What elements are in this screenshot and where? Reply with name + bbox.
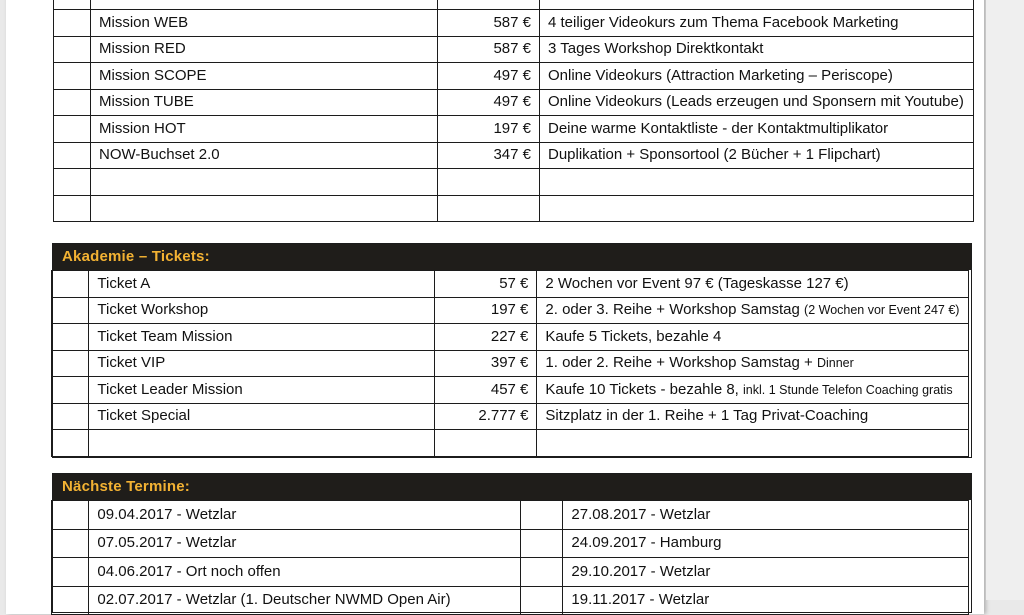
dates-section [52, 473, 972, 613]
product-name: Mission WEB [91, 10, 438, 37]
tickets-section [52, 243, 972, 458]
table-row-empty [54, 195, 974, 222]
ticket-description: Sitzplatz in der 1. Reihe + 1 Tag Privat-Coaching [537, 403, 969, 430]
table-row-empty [52, 430, 969, 457]
section-title: Nächste Termine: [53, 474, 971, 500]
ticket-name: Ticket VIP [89, 350, 435, 377]
ticket-description: Kaufe 10 Tickets - bezahle 8, inkl. 1 Stunde Telefon Coaching gratis [537, 377, 969, 404]
ticket-description: Kaufe 5 Tickets, bezahle 4 [537, 324, 969, 351]
table-row [52, 324, 969, 351]
ticket-note: (2 Wochen vor Event 247 €) [804, 303, 960, 318]
dates-table [51, 500, 969, 615]
product-description: 4 teiliger Videokurs zum Thema Facebook Marketing [540, 10, 974, 37]
table-row [54, 0, 974, 10]
checkbox-cell [521, 501, 563, 530]
date-entry: 07.05.2017 - Wetzlar [89, 529, 521, 558]
ticket-description: 1. oder 2. Reihe + Workshop Samstag + Dinner [537, 350, 969, 377]
table-row [52, 529, 969, 558]
checkbox-cell [52, 586, 89, 615]
ticket-name: Ticket Team Mission [89, 324, 435, 351]
table-row [52, 558, 969, 587]
product-price: 347 € [438, 142, 540, 169]
ticket-name: Ticket Workshop [89, 297, 435, 324]
ticket-price: 57 € [435, 271, 537, 298]
table-row [52, 501, 969, 530]
table-row [54, 89, 974, 116]
date-entry: 24.09.2017 - Hamburg [563, 529, 969, 558]
checkbox-cell [52, 297, 89, 324]
checkbox-cell [52, 403, 89, 430]
product-price: 197 € [438, 116, 540, 143]
section-title: Akademie – Tickets: [53, 244, 971, 270]
checkbox-cell [54, 36, 91, 63]
checkbox-cell [521, 558, 563, 587]
checkbox-cell [54, 63, 91, 90]
ticket-note: Dinner [816, 356, 854, 371]
table-row [52, 350, 969, 377]
checkbox-cell [52, 324, 89, 351]
table-row [54, 63, 974, 90]
table-row [54, 142, 974, 169]
table-row [52, 377, 969, 404]
checkbox-cell [54, 142, 91, 169]
checkbox-cell [52, 271, 89, 298]
ticket-name: Ticket Leader Mission [89, 377, 435, 404]
ticket-name: Ticket Special [89, 403, 435, 430]
checkbox-cell [52, 350, 89, 377]
ticket-price: 197 € [435, 297, 537, 324]
table-row [52, 403, 969, 430]
ticket-description: 2. oder 3. Reihe + Workshop Samstag (2 Wochen vor Event 247 €) [537, 297, 969, 324]
tickets-table [51, 270, 969, 457]
product-name: Mission TUBE [91, 89, 438, 116]
checkbox-cell [54, 89, 91, 116]
table-row-empty [54, 169, 974, 196]
ticket-price: 397 € [435, 350, 537, 377]
product-description: 3 Tages Workshop Direktkontakt [540, 36, 974, 63]
ticket-note: inkl. 1 Stunde Telefon Coaching gratis [743, 382, 953, 397]
checkbox-cell [521, 529, 563, 558]
product-name: NOW-Buchset 2.0 [91, 142, 438, 169]
checkbox-cell [52, 529, 89, 558]
ticket-description: 2 Wochen vor Event 97 € (Tageskasse 127 €) [537, 271, 969, 298]
table-row [52, 297, 969, 324]
table-row [54, 36, 974, 63]
checkbox-cell [52, 501, 89, 530]
table-row [52, 271, 969, 298]
product-description: Online Videokurs (Leads erzeugen und Sponsern mit Youtube) [540, 89, 974, 116]
checkbox-cell [52, 558, 89, 587]
date-entry: 27.08.2017 - Wetzlar [563, 501, 969, 530]
product-price: 587 € [438, 10, 540, 37]
product-price: 497 € [438, 63, 540, 90]
date-entry: 19.11.2017 - Wetzlar [563, 586, 969, 615]
product-description: Deine warme Kontaktliste - der Kontaktmultiplikator [540, 116, 974, 143]
ticket-price: 457 € [435, 377, 537, 404]
product-price: 587 € [438, 36, 540, 63]
checkbox-cell [54, 116, 91, 143]
table-row [54, 10, 974, 37]
product-name: Mission SCOPE [91, 63, 438, 90]
date-entry: 04.06.2017 - Ort noch offen [89, 558, 521, 587]
table-row [54, 116, 974, 143]
table-row [52, 586, 969, 615]
ticket-name: Ticket A [89, 271, 435, 298]
missions-table [53, 0, 974, 222]
checkbox-cell [54, 10, 91, 37]
ticket-price: 227 € [435, 324, 537, 351]
product-name: Mission RED [91, 36, 438, 63]
date-entry: 02.07.2017 - Wetzlar (1. Deutscher NWMD Open Air) [89, 586, 521, 615]
product-price: 497 € [438, 89, 540, 116]
background-margin [986, 0, 1024, 600]
checkbox-cell [52, 377, 89, 404]
ticket-price: 2.777 € [435, 403, 537, 430]
date-entry: 29.10.2017 - Wetzlar [563, 558, 969, 587]
checkbox-cell [54, 0, 91, 10]
product-description: Online Videokurs (Attraction Marketing – Periscope) [540, 63, 974, 90]
product-description: Duplikation + Sponsortool (2 Bücher + 1 Flipchart) [540, 142, 974, 169]
checkbox-cell [521, 586, 563, 615]
date-entry: 09.04.2017 - Wetzlar [89, 501, 521, 530]
product-name: Mission HOT [91, 116, 438, 143]
